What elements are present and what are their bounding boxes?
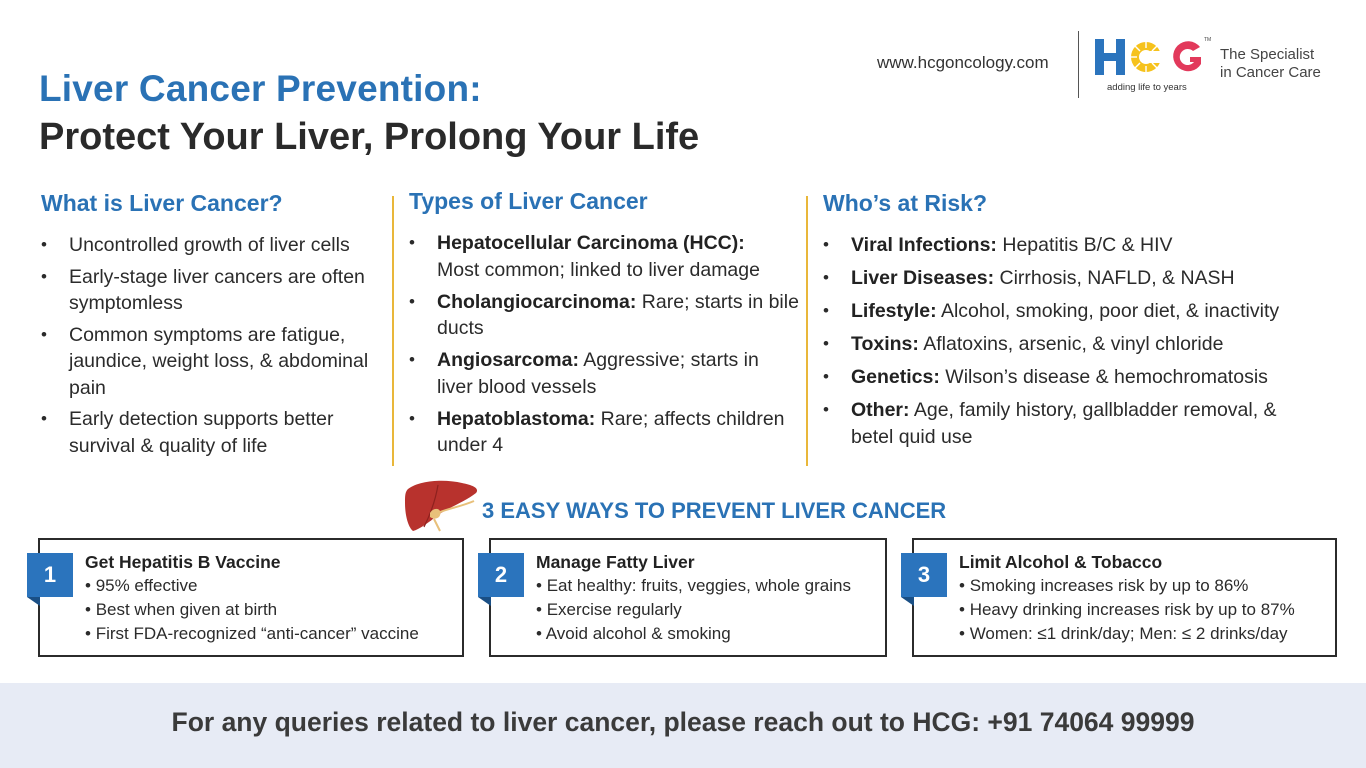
item-term: Toxins: bbox=[851, 333, 919, 355]
list-item: • 95% effective bbox=[85, 574, 419, 598]
item-desc: Rare; starts in bile ducts bbox=[437, 290, 799, 339]
list-item: • Women: ≤1 drink/day; Men: ≤ 2 drinks/day bbox=[959, 622, 1295, 646]
list-item bbox=[823, 331, 1343, 358]
risk-section bbox=[823, 190, 1343, 457]
item-term: Other: bbox=[851, 399, 910, 421]
prevention-box-3 bbox=[912, 538, 1337, 657]
ways-title: 3 EASY WAYS TO PREVENT LIVER CANCER bbox=[482, 498, 947, 523]
step-badge: 3 bbox=[901, 553, 947, 597]
badge-fold bbox=[478, 597, 491, 606]
box-title: Manage Fatty Liver bbox=[536, 552, 695, 572]
risk-heading: Who’s at Risk? bbox=[823, 190, 987, 216]
liver-icon bbox=[400, 477, 482, 533]
item-term: Angiosarcoma: bbox=[437, 349, 579, 371]
item-term: Hepatocellular Carcinoma (HCC): bbox=[437, 232, 745, 254]
item-term: Genetics: bbox=[851, 366, 940, 388]
box-list bbox=[959, 574, 1295, 646]
title-line-1: Liver Cancer Prevention: bbox=[39, 68, 482, 109]
what-is-list bbox=[41, 232, 386, 459]
item-term: Cholangiocarcinoma: bbox=[437, 290, 637, 313]
list-item: • Smoking increases risk by up to 86% bbox=[959, 574, 1295, 598]
what-is-section bbox=[41, 190, 386, 464]
item-desc: Aflatoxins, arsenic, & vinyl chloride bbox=[923, 333, 1224, 355]
footer-contact-text: For any queries related to liver cancer, please reach out to HCG: +91 74064 99999 bbox=[171, 707, 1195, 737]
item-desc: Age, family history, gallbladder removal, & betel quid use bbox=[851, 399, 1277, 448]
prevention-box-2 bbox=[489, 538, 887, 657]
what-is-heading: What is Liver Cancer? bbox=[41, 190, 283, 216]
column-divider bbox=[806, 196, 808, 466]
list-item bbox=[823, 265, 1343, 292]
list-item bbox=[823, 364, 1343, 391]
badge-fold bbox=[901, 597, 914, 606]
specialist-line-1: The Specialist bbox=[1220, 46, 1315, 63]
item-term: Liver Diseases: bbox=[851, 267, 995, 289]
specialist-line-2: in Cancer Care bbox=[1220, 64, 1321, 81]
website-link[interactable]: www.hcgoncology.com bbox=[877, 53, 1049, 72]
item-desc: Rare; affects children under 4 bbox=[437, 407, 785, 456]
prevention-box-1 bbox=[38, 538, 464, 657]
list-item: • Uncontrolled growth of liver cells bbox=[41, 232, 386, 259]
list-item bbox=[409, 406, 799, 459]
column-divider bbox=[392, 196, 394, 466]
types-section bbox=[409, 188, 799, 464]
header-divider bbox=[1078, 31, 1079, 98]
specialist-tagline bbox=[1220, 46, 1321, 82]
badge-fold bbox=[27, 597, 40, 606]
item-desc: Most common; linked to liver damage bbox=[437, 258, 760, 281]
list-item: • Common symptoms are fatigue, jaundice, weight loss, & abdominal pain bbox=[41, 322, 386, 402]
list-item: • Eat healthy: fruits, veggies, whole grains bbox=[536, 574, 851, 598]
svg-text:TM: TM bbox=[1204, 37, 1212, 43]
list-item: • Early detection supports better survival & quality of life bbox=[41, 406, 386, 459]
item-term: Lifestyle: bbox=[851, 300, 937, 322]
box-title: Limit Alcohol & Tobacco bbox=[959, 552, 1163, 572]
list-item: • Avoid alcohol & smoking bbox=[536, 622, 851, 646]
item-desc: Aggressive; starts in liver blood vessels bbox=[437, 349, 759, 398]
logo-tagline: adding life to years bbox=[1107, 82, 1187, 93]
box-list bbox=[536, 574, 851, 646]
risk-list bbox=[823, 232, 1343, 450]
list-item: • Heavy drinking increases risk by up to 87% bbox=[959, 598, 1295, 622]
list-item: • First FDA-recognized “anti-cancer” vaccine bbox=[85, 622, 419, 646]
list-item bbox=[409, 347, 799, 400]
item-desc: Cirrhosis, NAFLD, & NASH bbox=[999, 267, 1235, 289]
list-item bbox=[823, 298, 1343, 325]
box-list bbox=[85, 574, 419, 646]
step-badge: 2 bbox=[478, 553, 524, 597]
item-term: Viral Infections: bbox=[851, 234, 997, 256]
item-desc: Wilson’s disease & hemochromatosis bbox=[945, 366, 1268, 388]
item-desc: Alcohol, smoking, poor diet, & inactivity bbox=[940, 300, 1280, 322]
title-line-2: Protect Your Liver, Prolong Your Life bbox=[39, 116, 700, 158]
footer-banner bbox=[0, 683, 1366, 768]
box-title: Get Hepatitis B Vaccine bbox=[85, 552, 281, 572]
list-item bbox=[823, 232, 1343, 259]
list-item bbox=[409, 230, 799, 283]
types-list bbox=[409, 230, 799, 459]
types-heading: Types of Liver Cancer bbox=[409, 188, 648, 214]
item-term: Hepatoblastoma: bbox=[437, 407, 596, 430]
list-item bbox=[409, 289, 799, 342]
list-item: • Early-stage liver cancers are often symptomless bbox=[41, 264, 386, 317]
list-item: • Best when given at birth bbox=[85, 598, 419, 622]
list-item bbox=[823, 397, 1293, 450]
step-badge: 1 bbox=[27, 553, 73, 597]
list-item: • Exercise regularly bbox=[536, 598, 851, 622]
item-desc: Hepatitis B/C & HIV bbox=[1002, 234, 1173, 256]
